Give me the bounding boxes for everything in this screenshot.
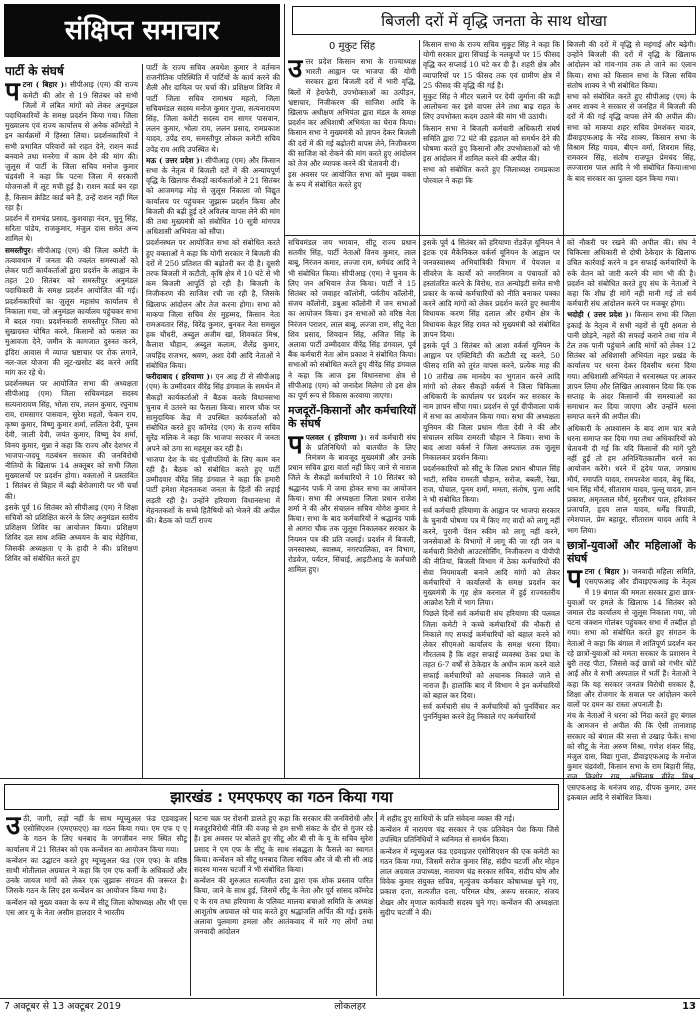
- workers-struggle-heading: मजदूरों-किसानों और कर्मचारियों के संघर्ष: [288, 404, 416, 431]
- mid-right-p2: इसके पूर्व 3 सितंबर को आशा वर्कर्स यूनियन के आह्वान पर एक्टिविटी की कटौती रद्द करने, 50 फीसद राशि को तुरंत वापस करने, प्रत्येक माह की 10 तारीख तक मानदेय का भुगतान करने आदि मांगों को लेकर सैकड़ों वर्कर्स ने जिला चिकित्सा अधिकारी के कार्यालय पर प्रदर्शन कर सरकार के नाम ज्ञापन सौंपा गया। प्रदर्शन से पूर्व दीपीवाला पार्क में सभा का आयोजन किया गया। सभा की अध्यक्षता यूनियन की जिला प्रधान गीता देवी ने की और संचालन सचिव रामरती चौहान ने किया। सभा के बाद आशा वर्कर्स ने जिला अस्पताल तक जुलूस निकालकर प्रदर्शन किया।: [423, 341, 560, 463]
- right-column: [567, 238, 696, 998]
- mid-right-p6: सर्व कर्मचारी संघ ने कर्मचारियों को पुनर्विचार कर पुनर्नियुक्त करने हेतु निकाले गए कर्मचारियों: [423, 702, 560, 722]
- electricity-c1b: इस अवसर पर आयोजित सभा को मुख्य वक्ता के रूप में संबोधित करते हुए: [288, 170, 416, 190]
- left-brief-p3: । सीपीआइ (एम) की जिला कमेटी के तत्वावधान में जनता की ज्वलंत समस्याओं को लेकर पार्टी कार्यकर्ताओं द्वारा प्रदर्शन के आह्वान के तहत 20 सितंबर को समस्तीपुर अनुमंडल पदाधिकारी के समक्ष प्रदर्शन आयोजित की गई। प्रदर्शनकारियों का जुलूस महासंघ कार्यालय से निकाला गया, जो अनुमंडल कार्यालय पहुंचकर सभा में बदल गया। प्रदर्शनकारी समस्तीपुर जिला को सुखाग्रस्त घोषित करने, किसानों को फसल का मुआवजा देने, जमीन के कागजात दुरुस्त करने, इंदिरा आवास में व्याप्त भ्रष्टाचार पर रोक लगाने, नल-जल योजना की लूट-खसोट बंद करने आदि मांग कर रहे थे।: [5, 245, 138, 378]
- jharkhand-col-1: [6, 814, 187, 996]
- footer-date: 7 अक्टूबर से 13 अक्टूबर 2019: [4, 1001, 121, 1012]
- mid-brief-place-4: फरीदाबाद ( हरियाणा ): [146, 372, 211, 382]
- mid-lower-place-2: पलवल ( हरियाणा ): [305, 432, 364, 442]
- dropcap-pa: प: [5, 77, 20, 108]
- left-brief-p5: इसके पूर्व 16 सितंबर को सीपीआइ (एम) ने शिक्षा सचिवों को प्रशिक्षित करने के लिए अनुमंडल स्तरीय प्रशिक्षण शिविर का आयोजन किया। प्रशिक्षण शिविर दल साथ शक्ति अध्ययन के बाद मेहेगिवा, जिसकी अध्यक्षता ए के हादी ने की। प्रशिक्षण शिविर को संबोधित करते हुए: [5, 502, 138, 563]
- mid-brief-place-2: मऊ ( उत्तर प्रदेश ): [146, 155, 200, 165]
- electricity-col-1: [288, 40, 416, 233]
- mid-right-p3: प्रदर्शनकारियों को सीटू के जिला प्रधान श्रीपाल सिंह भाटी, सचिव रामरती चौहान, सरोज, बबली, रेखा, राज, पोंचाल, पूनम शर्मा, ममता, संतोष, पुजा आदि ने भी संबोधित किया।: [423, 464, 560, 505]
- right-p5: मंच के नेताओं ने धरना को निंदा करते हुए बंगाल के आमजन से अपील की कि ऐसी तानाशाह सरकार को बंगाल की सत्ता से उखाड़ फेंकें। सभा को सीटू के नेता अरुण मिश्रा, गणेश शंकर सिंह, मंजुल दास, विद्या गुप्ता, डीवाइएफआइ के मनोज कुमार चंद्रवंशी, किसान सभा के राम बिहारी सिंह, राज किशोर राय, अभिलाष वीरेंद्र मिश्र, एसएफआइ के धनंजय शाह, दीपक कुमार, उमर इकबाल आदि ने संबोधित किया।: [567, 711, 696, 802]
- right-p1: को नौकरी पर रखने की अपील की। संघ ने चिकित्सा अधिकारी से दोषी ठेकेदार के खिलाफ उचित कार्रवाई करने व इन सफाई कर्मचारियों के रुके वेतन को जारी करने की मांग भी की है। प्रदर्शन को संबोधित करते हुए संघ के नेताओं ने कहा कि शीघ्र ही मांगें नहीं मानी गई तो सर्व कर्मचारी संघ आंदोलन करने पर मजबूर होगा।: [567, 238, 696, 309]
- right-place-2: भदोही ( उत्तर प्रदेश ): [567, 310, 629, 320]
- jharkhand-c2b: कन्वेंशन की शुरुआत सत्यजीत दत्ता द्वारा एक शोक प्रस्ताव पारित किया, जाने के साथ हुई, जिसमें सीटू के नेता और पूर्व सांसद कॉमरेड ए के राय तथा हरियाणा के पलिवट मालवा बचाओ समिति के अध्यक्ष आशुतोष अग्रवाल को याद करते हुए श्रद्धांजलि अर्पित की गई। इसके अलावा पुलवामा हमला और आतंकवाद में मारे गए लोगों तथा जनवादी आंदोलन: [194, 876, 373, 937]
- mid-brief-column: [146, 63, 280, 777]
- dropcap-u-2: उ: [6, 814, 21, 841]
- mid-brief-p5: भाजपा देश के चंद पूंजीपतियों के लिए काम कर रही है। बैठक को संबोधित करते हुए पार्टी उम्मीदवार वीरेंद्र सिंह डंगवाल ने कहा कि हमारी पार्टी हमेशा मेहनतकश जनता के हितों की लड़ाई लड़ती रही है। उन्होंने हरियाणा विधानसभा में मेहनतकशों के सच्चे हितैषियों को भेजने की अपील की। बैठक को पार्टी राज्य: [146, 454, 280, 525]
- right-p2: । किसान सभा की जिला इकाई के नेतृत्व में सभी नहरों से पूरी क्षमता से पानी छोड़ने, नहरों की सफाई कराने तथा गांव में टेल तक पानी पहुंचाने आदि मांगों को लेकर 12 सितंबर को अधिशासी अभियंता नहर प्रखंड के कार्यालय पर धरना देकर दिवसीय धरना दिया गया। अधिशासी अभियंता ने धरनास्थल पर आकर ज्ञापन लिया और लिखित आश्वासन दिया कि एक सप्ताह के अंदर किसानों की समस्याओं का समाधान कर दिया जाएगा और उन्होंने धरना समाप्त करने की अपील की।: [567, 310, 696, 422]
- dropcap-u: उ: [288, 54, 303, 84]
- electricity-c2: किसान सभा के राज्य सचिव मुकुट सिंह ने कहा कि योगी सरकार द्वारा सिंचाई के नलकूपों पर 15 फीसद वृद्धि कर सप्लाई 10 घंटे कर दी है। शहरी क्षेत्र और व्यापारियों पर 15 फीसद तक एवं ग्रामीण क्षेत्र में 25 फीसद की वृद्धि की गई है।: [423, 40, 560, 90]
- jharkhand-headline: झारखंड : एमएफएए का गठन किया गया: [170, 788, 393, 806]
- electricity-col-2: [423, 40, 560, 233]
- jharkhand-c3b: कन्वेंशन में नारायण चंद्र सरकार ने एक प्रतिवेदन पेश किया जिसे उपस्थित प्रतिनिधियों ने ध्वनिमत से समर्थन किया।: [380, 825, 559, 845]
- youth-struggle-heading: छात्रों-युवाओं और महिलाओं के संघर्ष: [567, 538, 696, 566]
- mid-right-column: [423, 238, 560, 777]
- electricity-col-3: [567, 40, 696, 233]
- footer-page-number: 13: [682, 1001, 696, 1012]
- electricity-c1: त्तर प्रदेश किसान सभा के राज्याध्यक्ष भारती आह्वान पर भाजपा की योगी सरकार द्वारा बिजली दरों में भारी वृद्धि, बिलों में हेराफेरी, उपभोक्ताओं का उत्पीड़न, भ्रष्टाचार, निजीकरण की साजिश आदि के खिलाफ अधीक्षण अभियंता द्वारा मंडल के समक्ष प्रदर्शन कर अधिशाषी अभियंता का घेराव किया। किसान सभा ने मुख्यमंत्री को ज्ञापन देकर बिजली की दरों में की गई बढ़ोतरी वापस लेने, निजीकरण की साजिश को रोकने की मांग करते हुए आंदोलन को तेज और व्यापक करने की चेतावनी दी।: [288, 57, 416, 169]
- dropcap-pa-2: प: [288, 429, 303, 460]
- dropcap-pa-3: प: [567, 564, 582, 595]
- mid-right-p1: इसके पूर्व 4 सितंबर को हरियाणा रोडवेज़ यूनियन ने इंटक एवं मैकेनिकल वर्कर्स यूनियन के आह्वान पर जनवस्वास्थ्य अभियांत्रिकी विभाग में पेयजल व सीवरेज के कार्यों को नगरनिगम व पंचायतों को हस्तांतरित करने के विरोध, रात अन्योइटी समेत सभी प्रकार के कच्चे कर्मचारियों को नीति बनाकर पक्का करने आदि मांगों को लेकर प्रदर्शन करते हुए स्थानीय विधायक करण सिंह दलाल और हथीन क्षेत्र के विधायक केहर सिंह रावत को मुख्यमंत्री को संबोधित ज्ञापन दिया।: [423, 238, 560, 339]
- mid-lower-p2: । सर्व कर्मचारी संघ के प्रतिनिधियों को बातचीत के लिए निमंत्रण के बावजूद मुख्यमंत्री और उनके प्रधान सचिव द्वारा वार्ता नहीं किए जाने से नाराज जिले के सैकड़ों कर्मचारियों ने 10 सितंबर को श्रद्धानंद पार्क में जमा होकर सभा का आयोजन किया। सभा की अध्यक्षता जिला प्रधान राजेश शर्मा ने की और संचालन सचिव योगेश कुमार ने किया। सभा के बाद कर्मचारियों ने श्रद्धानंद पार्क से आगरा चौक तक जुलूस निकालकर सरकार के नियमन पत्र की प्रति जलाई। प्रदर्शन में बिजली, जनस्वास्थ्य, स्वास्थ्य, नगरपालिका, वन विभाग, रोडवेज, पर्यटन, सिंचाई, आइटीआइ के कर्मचारी शामिल हुए।: [288, 432, 416, 575]
- right-place-4: टना ( बिहार ): [584, 567, 627, 577]
- mid-brief-p1: पार्टी के राज्य सचिव अवधेश कुमार ने वर्तमान राजनीतिक परिस्थिति में पार्टियों के कार्य करने की शैली और दायित्व पर चर्चा की। प्रशिक्षण शिविर में पार्टी जिला सचिव रामाश्रय महतो, जिला सचिवमंडल सदस्य मनोज कुमार गुप्ता, सत्यनारायण सिंह, जिला कमेटी सदस्य राम सागर पासवान, ललन कुमार, भोला राय, ललन प्रसाद, रामप्रकाश यादव, उपेंद्र राय, समस्तीपुर लोकल कमेटी सचिव उपेंद्र राय आदि उपस्थित थे।: [146, 63, 280, 154]
- electricity-c2c: किसान सभा ने बिजली कर्मचारी अधिकारी संघर्ष समिति द्वारा 72 घंटे की हड़ताल को समर्थन देने की घोषणा करते हुए किसानों और उपभोक्ताओं को भी इस आंदोलन में शामिल करने की अपील की।: [423, 123, 560, 164]
- mid-lower-column: [288, 238, 416, 777]
- mid-lower-p1: सचिवमंडल जय भगवान, सीटू राज्य प्रधान सतवीर सिंह, पार्टी नेताओं विनय कुमार, लाल बाबू, निरंजन कमार, लज्जा राम, धर्मचंद आदि ने भी संबोधित किया। सीपीआइ (एम) ने चुनाव के लिए जन अभियान तेज किया। पार्टी ने 15 सितंबर को जवाहर कॉलोनी, पर्वतीय कॉलोनी, संजय कॉलोनी, डबुआ कॉलोनी में जन सभाओं का आयोजन किया। इन सभाओं को वरिष्ठ नेता निरंजन पराशर, लाल बाबू, लज्जा राम, सीटू नेता शिव प्रसाद, शिवदान सिंह, अजित सिंह के अलावा पार्टी उम्मीदवार वीरेंद्र सिंह डंगवाल, पूर्व बैंक कर्मचारी नेता ओम प्रकाश ने संबोधित किया। सभाओं को संबोधित करते हुए वीरेंद्र सिंह डंगवाल ने कहा कि आज इस विधानसभा क्षेत्र से सीपीआइ (एम) को जनादेश मिलेगा तो इस क्षेत्र का पूर्ण रूप से विकास करवाया जाएगा।: [288, 238, 416, 401]
- jharkhand-c1b: कन्वेंशन का उद्घाटन करते हुए म्यूच्युअल फंड (एम एफ) के वरिष्ठ साथी मोतीलाल अग्रवाल ने कहा कि एम एफ कर्मी के अधिकारों और उनके जायज मांगों को लेकर एक जुझारू संगठन की जरूरत है। जिसके गठन के लिए इस कन्वेंशन का आयोजन किया गया है।: [6, 855, 187, 896]
- mid-brief-p3: प्रदर्शनस्थल पर आयोजित सभा को संबोधित करते हुए वक्ताओं ने कहा कि योगी सरकार ने बिजली की दरों में 250 प्रतिशत की बढ़ोतरी कर दी है। दूसरी तरफ बिजली में कटौती, कृषि क्षेत्र में 10 घंटे से भी कम बिजली आपूर्ति हो रही है। बिजली के निजीकरण की साजिश रची जा रही है, जिसके खिलाफ आंदोलन और तेज करना होगा। सभा को माकपा जिला सचिव शेर मुहम्मद, किसान नेता रामअवतार सिंह, विरेंद्र कुमार, बुनकर नेता समसुल हक चौधरी, अब्दुल अजीम खां, शिवकांत मिश्र, कैलाश चौहान, अब्दुल कलाम, शैलेंद्र कुमार, जयहिंद राजभर, श्रवण, अशा देवी आदि नेताओं ने संबोधित किया।: [146, 238, 280, 370]
- jharkhand-c2: घटना चक्र पर रोशनी डालते हुए कहा कि सरकार की जनविरोधी और मजदूरविरोधी नीति की वजह से हम सभी संकट के दौर से गुजर रहे हैं। इस अवसर पर बोलते हुए सीटू और बी सी के यू के सचिव सुरेश प्रसाद ने एम एफ के सीटू के साथ संबद्धता के फैसले का स्वागत किया। कन्वेंशन को सीटू धनबाद जिला सचिव और जे बी सी सी आइ सदस्य मानस चटर्जी ने भी संबोधित किया।: [194, 814, 373, 875]
- electricity-headline: बिजली दरों में वृद्धि जनता के साथ धोखा: [381, 12, 607, 30]
- jharkhand-col-2: [194, 814, 373, 996]
- left-brief-p1: । सीपीआइ (एम) की राज्य कमेटी की ओर से 19 सितंबर को सभी जिलों में लंबित मांगों को लेकर अनुमंडल पदाधिकारियों के समक्ष प्रदर्शन किया गया। जिला मुख्यालय एवं राज्य कार्यालय से अनेक कॉमरेडों ने इन कार्यक्रमों में हिस्सा लिया। प्रदर्शनकारियों ने सभी प्रभावित परिवारों को राहत देने, राशन कार्ड बनवाने तथा मनरेगा में काम देने की मांग की। जुलूस में पार्टी के जिला सचिव मनोज कुमार चंद्रवंशी ने कहा कि पटना जिला में सरकारी योजनाओं में लूट मची हुई है। राशन कार्ड बन रहा है, किसान क्रेडिट कार्ड बने हैं, उन्हें राशन नहीं मिल रहा है।: [5, 80, 138, 212]
- right-p3: अधिकारी के आश्वासन के बाद शाम चार बजे धरना समाप्त कर दिया गया तथा अधिकारियों को चेतावनी दी गई कि यदि किसानों की मांगें पूरी नहीं हुईं तो हम अनिश्चितकालीन धरने का आयोजन करेंगे। धरने में हृदेय पाल, जगन्नाथ मौर्य, रमापति यादव, रामपरवेश यादव, बेचू बिंद, भान सिंह मौर्य, सीताराम यादव, पुल्लू यादव, ज्ञान प्रकाश, अमृतलाल मौर्य, मुरलीधर पाल, हरिशंकर प्रजापति, हृदय लाल यादव, धर्मेंद्र त्रिपाठी, रमेशपाल, प्रेम बहादुर, सीताराम यादव आदि ने भाग लिया।: [567, 423, 696, 535]
- electricity-c3: बिजली की दरों में वृद्धि से महंगाई और बढ़ेगी। उन्होंने बिजली की दरों में वृद्धि के खिलाफ आंदोलन को गांव-गांव तक ले जाने का एलान किया। सभा को किसान सभा के जिला सचिव संतोष शाक्य ने भी संबोधित किया।: [567, 40, 696, 90]
- mid-brief-p4: । एन आइ टी से सीपीआइ (एम) के उम्मीदवार वीरेंद्र सिंह डंगवाल के समर्थन में सैकड़ों कार्यकर्ताओं ने बैठक करके विधानसभा चुनाव में उतरने का फैसला किया। सारण चौक पर सामुदायिक केंद्र में उपस्थित कार्यकर्ताओं को संबोधित करते हुए कॉमरेड (एम) के राज्य सचिव सुरेंद्र मलिक ने कहा कि भाजपा सरकार में जनता अपने को ठगा सा महसूस कर रही है।: [146, 372, 280, 453]
- mid-right-p4: सर्व कर्मचारी हरियाणा के आह्वान पर भाजपा सरकार के चुनावी घोषणा पत्र में किए गए वादों को लागू नहीं करने, पुरानी पेंशन स्कीम को लागू नहीं करने, जनसेवाओं के विभागों में लागू की जा रही जन व कर्मचारी विरोधी आउटसोर्सिंग, निजीकरण व पीपीपी की नीतियां, बिजली विभाग में ठेका कर्मचारियों की सेवा नियमावली बनाने आदि मांगों को लेकर कर्मचारियों ने कार्यालयों के समक्ष प्रदर्शन कर मुख्यमंत्री के गृह क्षेत्र करनाल में हुई राज्यस्तरीय आक्रोश रैली में भाग लिया।: [423, 506, 560, 608]
- mid-right-p5: पिछले दिनों सर्व कर्मचारी संघ हरियाणा की पलवल जिला कमेटी ने कच्चे कर्मचारियों की नौकरी से निकाले गए सफाई कर्मचारियों को बहाल करने को लेकर सीएमओ कार्यालय के समक्ष धरना दिया। गौरतलब है कि शहर सफाई व्यवस्था ठेका प्रथा के तहत 6-7 वर्षों से ठेकेदार के अधीन काम करने वाले सफाई कर्मचारियों को अचानक निकाले जाने से नाराज हैं। हालांकि बाद में विभाग ने इन कर्मचारियों को बहाल कर दिया।: [423, 609, 560, 700]
- electricity-c2b: मुकुट सिंह ने मीटर चलाने पर देयी जुर्माना की कड़ी आलोचना कर इसे वापस लेने तथा बाढ़ राहत के लिए उपभोक्ता कदम उठाने की मांग भी उठायी।: [423, 92, 560, 122]
- electricity-c2d: सभा को संबोधित करते हुए जिलाध्यक्ष रामप्रकाश पोरवाल ने कहा कि: [423, 165, 560, 185]
- left-brief-p4: प्रदर्शनस्थल पर आयोजित सभा की अध्यक्षता सीपीआइ (एम) जिला सचिवमंडल सदस्य सत्यनारायण सिंह, भोला राय, ललन कुमार, रघुनाथ राय, रामसागर पासवान, सुरेश महतो, फेकन राय, कृष्ण कुमार, विष्णु कुमार शर्मा, ललिता देवी, पूनम देवी, जाली देवी, जयंत कुमार, विष्णु देव शर्मा, विनय कुमार, मुन्ना ने कहा कि राज्य और देशभर में भाजपा-जदयू गठबंधन सरकार की जनविरोधी नीतियों के खिलाफ 14 अक्तूबर को सभी जिला मुख्यालयों पर प्रदर्शन होगा। वक्ताओं ने प्रस्तावित 1 सितंबर से बिहार में बढ़ी बेरोजगारी पर भी चर्चा की।: [5, 379, 138, 501]
- footer-paper-name: लोकलहर: [334, 1001, 366, 1012]
- jharkhand-c3c: कन्वेंशन में म्यूच्युअल फंड एडवाइजर एसोसिएशन की एक कमेटी का गठन किया गया, जिसमें सरोज कुमार सिंह, संदीप चटर्जी और मोहन लाल अग्रवाल उपाध्यक्ष, नारायण चंद्र सरकार सचिव, संदीप घोष और विवेक कुमार संयुक्त सचिव, मृत्युंजय कर्मकार कोषाध्यक्ष चुने गए, प्रकाश दत्ता, सत्यजीत दत्ता, परिमल घोष, अरूप सरकार, संजय शेखर और मृणाल कार्यकारी सदस्य चुने गए। कन्वेंशन की अध्यक्षता सुदीप चटर्जी ने की।: [380, 846, 559, 917]
- left-brief-place-1: टना ( बिहार ): [22, 80, 65, 90]
- electricity-byline: 0 मुकुट सिंह: [328, 41, 376, 52]
- jharkhand-c1c: कन्वेंशन को मुख्य वक्ता के रूप में सीटू जिला कोषाध्यक्ष और भी एस एस आर यू के नेता असीम हालदार ने भारतीय: [6, 897, 187, 917]
- left-brief-place-3: समस्तीपुर: [5, 245, 31, 255]
- electricity-c3b: सभा को संबोधित करते हुए सीपीआइ (एम) के अमर शाक्य ने सरकार से जनहित में बिजली की दरों में की गई वृद्धि वापस लेने की अपील की। सभा को माकपा शहर सचिव प्रेमशंकर यादव, डीवाइएफआइ के नरेंद्र शाक्य, किसान सभा के विश्राम सिंह यादव, बीएन वर्मा, शिवराम सिंह, रामवरन सिंह, संतोष राजपूत प्रेमचंद सिंह, लज्जाराम पाल आदि ने भी संबोधित किया।सभा के बाद सरकार का पुतला दहन किया गया।: [567, 92, 696, 183]
- left-brief-p2: प्रदर्शन में रामचंद्र प्रसाद, कुशवाहा नंदन, चुनू सिंह, सरिता पांडेय, राजकुमार, मंजुल दास समेत अन्य शामिल थे।: [5, 214, 138, 244]
- masthead-title: संक्षिप्त समाचार: [64, 15, 220, 46]
- jharkhand-col-3: [380, 814, 559, 996]
- right-p4: । जनवादी महिला समिति, एसएफआइ और डीवाइएफआइ के नेतृत्व में 19 बंगाल की ममता सरकार द्वारा छात्र-युवाओं पर हमले के खिलाफ 14 सितंबर को जमाल रोड कार्यालय से जुलूस निकाला गया, जो पटना जंक्शन गोलंबर पहुंचकर सभा में तब्दील हो गया। सभा को संबोधित करते हुए संगठन के नेताओं ने कहा कि बंगाल में शांतिपूर्ण प्रदर्शन कर रहे छात्रों-युवाओं को ममता सरकार के प्रशासन ने बुरी तरह पीटा, जिससे कई छात्रों को गंभीर चोटें आईं और वे सभी अस्पताल में भर्ती हैं। नेताओं ने कहा कि यह सरकार जनतंत्र विरोधी सरकार है, शिक्षा और रोजगार के सवाल पर आंदोलन करने वालों पर दमन का रास्ता अपनाती है।: [567, 567, 696, 709]
- left-brief-column: [5, 61, 138, 777]
- jharkhand-c1: ठी, जागी, लड़ो नहीं के साथ म्यूच्युअल फंड एडवाइजर एसोसिएशन (एमएफएए) का गठन किया गया। एम एफ ए ए के गठन के लिए धनबाद के जगजीवन नगर स्थित सीटू कार्यालय में 21 सितंबर को एक कन्वेंशन का आयोजन किया गया।: [6, 814, 187, 854]
- jharkhand-c3: में शहीद हुए साथियों के प्रति संवेदना व्यक्त की गई।: [380, 814, 515, 823]
- left-brief-heading: पार्टी के संघर्ष: [5, 64, 64, 78]
- mid-brief-p2: । सीपीआइ (एम) और किसान सभा के नेतृत्व में बिजली दरों में की अन्यायपूर्ण वृद्धि के खिलाफ सैकड़ों कार्यकर्ताओं ने 21 सितंबर को आजमगढ़ मोड़ से जुलूस निकाला जो विद्युत कार्यालय पर पहुंचकर जुझारू प्रदर्शन किया और बिजली की बढ़ी हुई दरें अविलंब वापस लेने की मांग की तथा मुख्यमंत्री को संबोधित 10 सूत्री मांगपत्र अधिशासी अभियंता को सौंपा।: [146, 155, 280, 237]
